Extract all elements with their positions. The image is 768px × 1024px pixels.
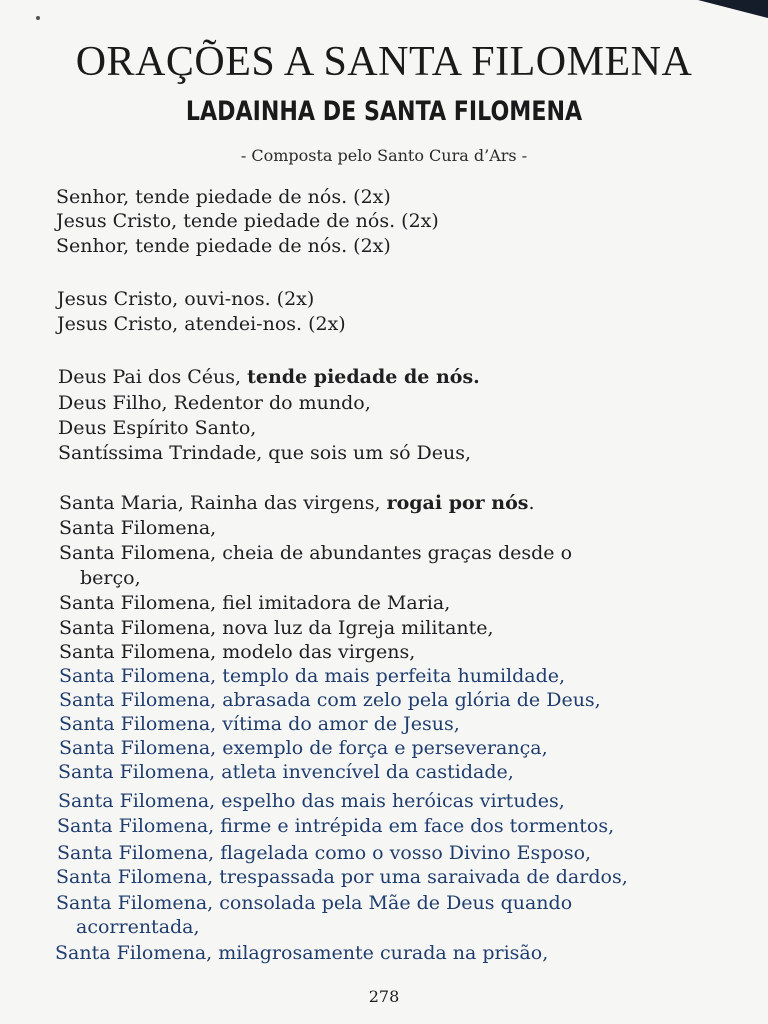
prayer-line: Santa Filomena, modelo das virgens, <box>59 641 416 663</box>
page-speck <box>36 16 40 20</box>
prayer-line <box>59 492 535 514</box>
prayer-line: Santa Filomena, trespassada por uma saraivada de dardos, <box>56 866 628 888</box>
prayer-line: Jesus Cristo, atendei-nos. (2x) <box>57 313 346 335</box>
prayer-line: Santa Filomena, firme e intrépida em face dos tormentos, <box>57 815 615 837</box>
response-text: tende piedade de nós. <box>247 366 480 388</box>
prayer-line: Santa Filomena, vítima do amor de Jesus, <box>59 713 460 735</box>
prayer-line: Deus Filho, Redentor do mundo, <box>58 392 371 414</box>
prayer-line: Jesus Cristo, ouvi-nos. (2x) <box>57 288 315 310</box>
prayer-line: Senhor, tende piedade de nós. (2x) <box>56 186 391 208</box>
prayer-line: Santa Filomena, nova luz da Igreja militante, <box>59 617 494 639</box>
litany-heading: LADAINHA DE SANTA FILOMENA <box>185 96 583 127</box>
prayer-line: Santa Filomena, templo da mais perfeita humildade, <box>59 665 566 687</box>
page-title: ORAÇÕES A SANTA FILOMENA <box>75 39 693 85</box>
prayer-line: Santa Filomena, milagrosamente curada na prisão, <box>55 942 549 964</box>
prayer-line: Santa Filomena, consolada pela Mãe de Deus quando <box>56 892 573 914</box>
prayer-line: Santa Filomena, atleta invencível da castidade, <box>58 761 514 783</box>
prayer-line: Santa Filomena, flagelada como o vosso Divino Esposo, <box>57 842 592 864</box>
prayer-line-continuation: berço, <box>80 567 141 589</box>
prayer-line: Senhor, tende piedade de nós. (2x) <box>56 235 391 257</box>
response-text: rogai por nós <box>386 492 529 514</box>
page-number: 278 <box>368 987 400 1006</box>
prayer-line-continuation: acorrentada, <box>76 916 200 938</box>
invocation-text: Santa Maria, Rainha das virgens, <box>59 492 387 514</box>
prayer-line: Santa Filomena, espelho das mais heróicas virtudes, <box>58 790 565 812</box>
prayer-line: Santa Filomena, fiel imitadora de Maria, <box>59 592 451 614</box>
prayer-line: Santa Filomena, exemplo de força e perseverança, <box>59 737 548 759</box>
byline: - Composta pelo Santo Cura d’Ars - <box>240 146 528 165</box>
prayer-line: Deus Espírito Santo, <box>58 417 257 439</box>
prayer-line: Santa Filomena, abrasada com zelo pela glória de Deus, <box>59 689 601 711</box>
prayer-line: Jesus Cristo, tende piedade de nós. (2x) <box>56 210 439 232</box>
prayer-line: Santa Filomena, cheia de abundantes graças desde o <box>59 542 573 564</box>
prayer-line: Santíssima Trindade, que sois um só Deus, <box>58 442 472 464</box>
invocation-text: Deus Pai dos Céus, <box>58 366 248 388</box>
prayer-line: Santa Filomena, <box>59 517 217 539</box>
punctuation: . <box>528 492 535 514</box>
prayer-line <box>58 366 480 388</box>
page-corner-shadow <box>698 0 768 18</box>
